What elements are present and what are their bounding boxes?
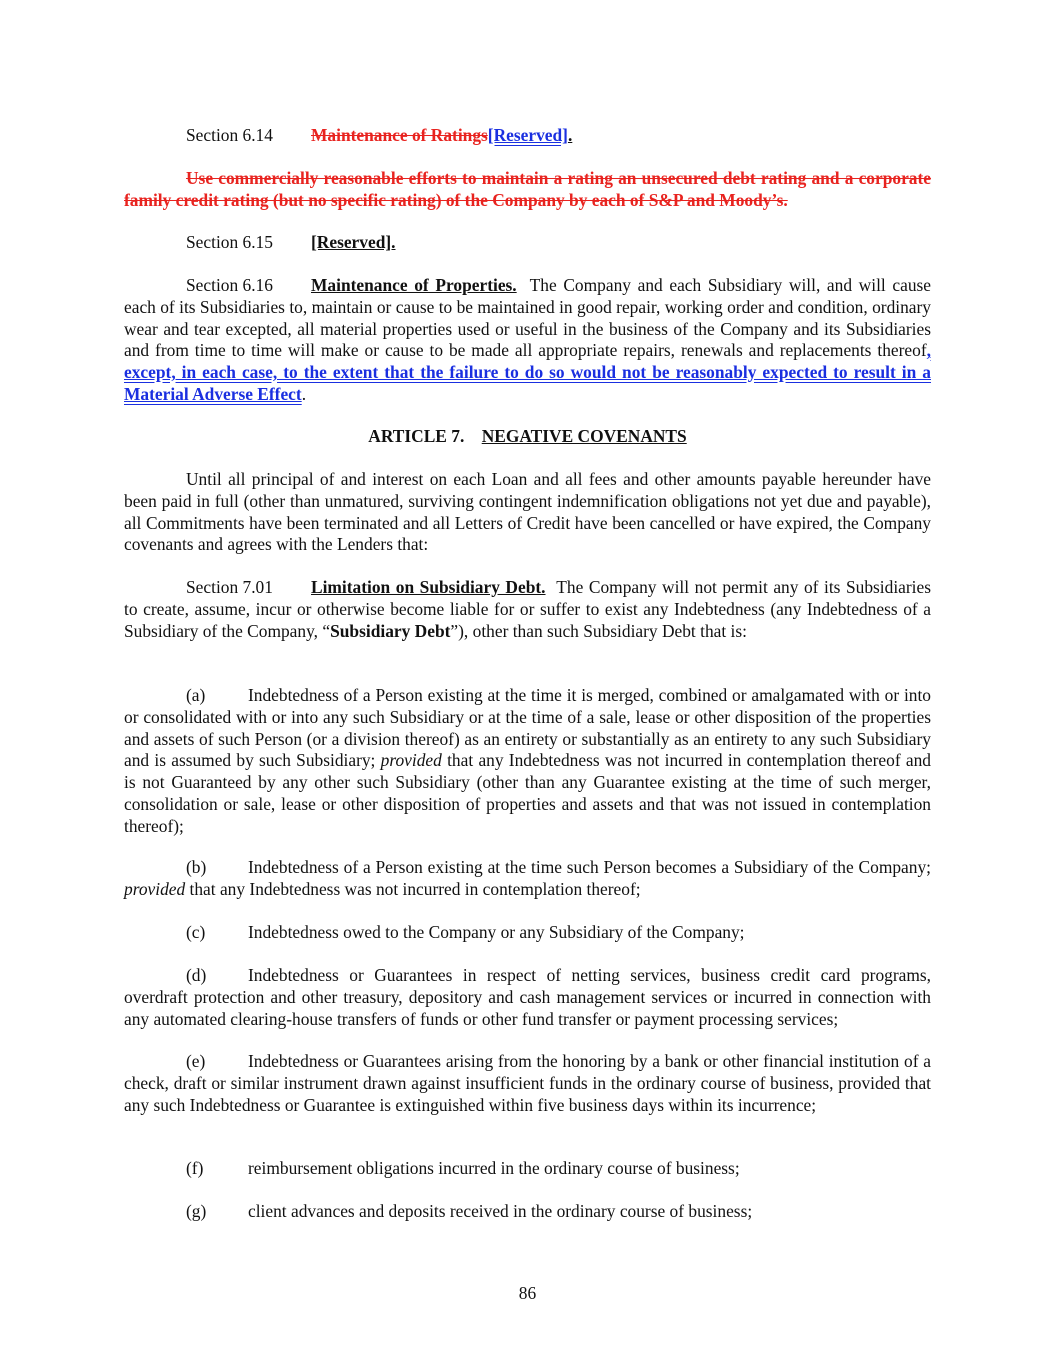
item-text: client advances and deposits received in the ordinary course of business; (248, 1201, 753, 1221)
section-6-16-paragraph (124, 275, 931, 406)
section-number: Section 6.15 (186, 232, 273, 252)
section-6-15-heading (124, 232, 931, 254)
section-text-end: ”), other than such Subsidiary Debt that is: (450, 620, 747, 641)
section-7-01-paragraph (124, 577, 931, 642)
item-text: Indebtedness or Guarantees in respect of netting services, business credit card programs, overdraft protection and other treasury, depository and cash management services or incurred in connection with any automated clearing-house transfers of funds or other fund transfer or payment processing services; (124, 965, 931, 1029)
article-label: ARTICLE 7. (368, 426, 465, 446)
article-7-heading (124, 426, 931, 448)
section-title: Maintenance of Properties. (311, 275, 517, 295)
item-e (124, 1051, 931, 1116)
item-italic: provided (124, 878, 186, 899)
section-title: [Reserved]. (311, 232, 396, 252)
item-c (124, 922, 931, 944)
section-6-14-deleted-paragraph (124, 168, 931, 212)
inserted-text: , except, in each case, to the extent that the failure to do so would not be reasonably expected to result in a Material Adverse Effect (124, 340, 931, 404)
item-text: Indebtedness or Guarantees arising from the honoring by a bank or other financial institution of a check, draft or similar instrument drawn against insufficient funds in the ordinary course of business, provided that any such Indebtedness or Guarantee is extinguished within five business days within its incurrence; (124, 1051, 931, 1115)
section-title: Limitation on Subsidiary Debt. (311, 577, 546, 597)
section-6-14-heading (124, 125, 931, 147)
defined-term: Subsidiary Debt (330, 620, 451, 641)
section-number: Section 6.16 (186, 275, 273, 295)
item-g (124, 1201, 931, 1223)
section-number: Section 6.14 (186, 125, 273, 145)
intro-text: Until all principal of and interest on each Loan and all fees and other amounts payable hereunder have been paid in full (other than unmatured, surviving contingent indemnification obligations not yet due and payable), all Commitments have been terminated and all Letters of Credit have been cancelled or have expired, the Company covenants and agrees with the Lenders that: (124, 469, 931, 555)
item-italic: provided (380, 750, 442, 771)
item-f (124, 1158, 931, 1180)
item-label: (e) (186, 1051, 206, 1071)
item-label: (g) (186, 1201, 207, 1221)
section-end: . (301, 383, 307, 404)
inserted-title: [Reserved] (487, 125, 568, 145)
article-7-intro (124, 469, 931, 556)
item-d (124, 965, 931, 1030)
item-text: Indebtedness of a Person existing at the time it is merged, combined or amalgamated with or into or consolidated with or into any such Subsidiary or at the time of a sale, lease or other disposition of the properties and assets of such Person (or a division thereof) as an entirety or substantially as an entirety to any such Subsidiary and is assumed by such Subsidiary; (124, 685, 931, 771)
item-text: Indebtedness owed to the Company or any Subsidiary of the Company; (248, 922, 745, 942)
section-number: Section 7.01 (186, 577, 273, 597)
item-label: (c) (186, 922, 206, 942)
item-label: (d) (186, 965, 207, 985)
section-text: The Company and each Subsidiary will, and will cause each of its Subsidiaries to, maintain or cause to be maintained in good repair, working order and condition, ordinary wear and tear excepted, all material properties used or useful in the business of the Company and its Subsidiaries and from time to time will make or cause to be made all appropriate repairs, renewals and replacements thereof (124, 275, 931, 361)
item-text: reimbursement obligations incurred in the ordinary course of business; (248, 1158, 740, 1178)
item-text-end: that any Indebtedness was not incurred in contemplation thereof and is not Guaranteed by any other such Subsidiary (other than any Guarantee existing at the time of such merger, consolidation or sale, lease or other disposition of properties and assets and that was not issued in contemplation thereof); (124, 750, 931, 836)
section-text: The Company will not permit any of its Subsidiaries to create, assume, incur or otherwise become liable for or suffer to exist any Indebtedness (any Indebtedness of a Subsidiary of the Company, “ (124, 577, 931, 641)
item-a (124, 685, 931, 838)
article-title: NEGATIVE COVENANTS (481, 426, 687, 446)
item-label: (b) (186, 857, 207, 877)
item-label: (a) (186, 685, 206, 705)
item-text-end: that any Indebtedness was not incurred in contemplation thereof; (185, 878, 641, 899)
deleted-title: Maintenance of Ratings (311, 125, 488, 145)
deleted-text: Use commercially reasonable efforts to maintain a rating an unsecured debt rating and a corporate family credit rating (but no specific rating) of the Company by each of S&P and Moody’s. (124, 168, 931, 210)
item-b (124, 857, 931, 901)
item-text: Indebtedness of a Person existing at the time such Person becomes a Subsidiary of the Company; (248, 857, 931, 877)
title-period: . (567, 125, 573, 145)
page-number: 86 (518, 1283, 537, 1303)
item-label: (f) (186, 1158, 204, 1178)
